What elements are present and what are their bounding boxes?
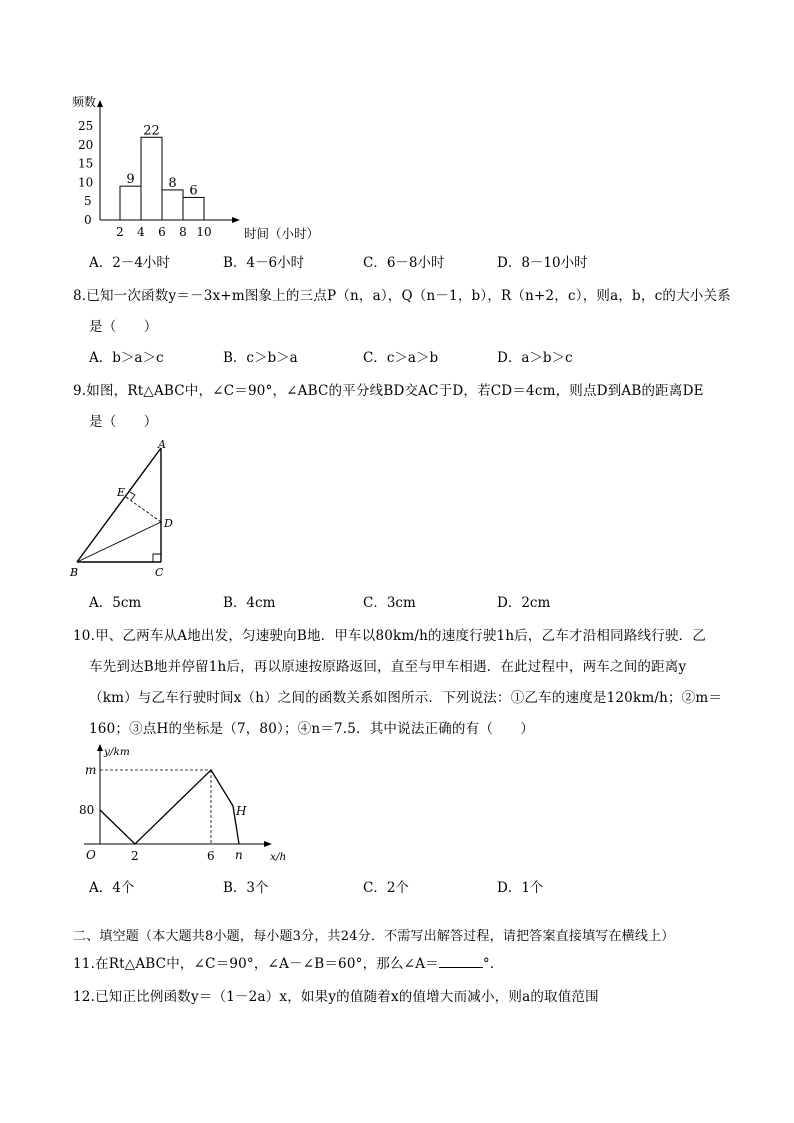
triangle-figure [66, 436, 186, 582]
section-2-title: 二、填空题（本大题共8小题，每小题3分，共24分．不需写出解答过程，请把答案直接填写在横线上） [73, 929, 675, 944]
q10-question-line4: 160；③点H的坐标是（7，80）；④n＝7.5．其中说法正确的有（ ） [89, 721, 535, 737]
histogram-ytick-label: 0 [84, 213, 92, 227]
q9-option-d: D．2cm [497, 595, 551, 611]
histogram-xtick-label: 4 [137, 225, 145, 239]
histogram-bar-label: 9 [126, 172, 135, 188]
q11-text-after: °． [482, 956, 504, 972]
histogram-xtick-label: 10 [196, 225, 212, 239]
graph-x2-label: 2 [131, 849, 139, 863]
histogram-bar-2-4 [120, 186, 141, 220]
q10-option-c: C．2个 [363, 880, 409, 896]
q9-option-a: A．5cm [89, 595, 142, 611]
graph-x6-label: 6 [207, 849, 215, 863]
point-e-label: E [117, 486, 126, 499]
histogram-bar-label: 6 [189, 183, 198, 199]
histogram-xtick-label: 2 [116, 225, 124, 239]
q10-option-b: B．3个 [223, 880, 269, 896]
q7-option-b: B．4－6小时 [223, 255, 305, 271]
q9-question-line2: 是（ ） [89, 414, 158, 430]
graph-h-label: H [236, 804, 247, 818]
histogram-bar-8-10 [183, 197, 204, 220]
q7-option-c: C．6－8小时 [363, 255, 445, 271]
graph-80-label: 80 [79, 803, 95, 817]
q7-option-d: D．8－10小时 [497, 255, 588, 271]
q8-option-d: D．a＞b＞c [497, 350, 573, 366]
graph-ylabel: y/km [104, 746, 130, 758]
q8-option-b: B．c＞b＞a [223, 350, 298, 366]
histogram-ytick-label: 25 [78, 119, 94, 133]
q10-question-line3: （km）与乙车行驶时间x（h）之间的函数关系如图所示．下列说法：①乙车的速度是120km/h；②m＝ [89, 690, 723, 706]
point-b-label: B [70, 566, 79, 579]
point-a-label: A [158, 438, 166, 451]
point-d-label: D [164, 517, 173, 530]
graph-xlabel: x/h [270, 851, 287, 863]
histogram-ytick-label: 20 [78, 137, 94, 152]
q8-question-line1: 8.已知一次函数y＝－3x+m图象上的三点P（n，a），Q（n－1，b），R（n+2，c），则a，b，c的大小关系 [73, 288, 731, 304]
q9-question-line1: 9.如图，Rt△ABC中，∠C＝90°，∠ABC的平分线BD交AC于D，若CD＝4cm，则点D到AB的距离DE [73, 383, 704, 399]
histogram-xtick-label: 6 [158, 225, 166, 239]
q11-question [73, 952, 504, 972]
histogram-ylabel: 频数 [72, 95, 97, 109]
q10-option-a: A．4个 [89, 880, 135, 896]
q12-question-line1: 12.已知正比例函数y＝（1－2a）x，如果y的值随着x的值增大而减小，则a的取值范围 [73, 989, 599, 1005]
q8-question-line2: 是（ ） [89, 319, 158, 335]
histogram-bar-4-6 [141, 137, 162, 220]
histogram-bar-label: 8 [168, 175, 177, 191]
q10-question-line2: 车先到达B地并停留1h后，再以原速按原路返回，直至与甲车相遇．在此过程中，两车之间的距离y [89, 659, 687, 675]
q9-option-b: B．4cm [223, 595, 276, 611]
graph-m-label: m [85, 763, 97, 777]
q8-option-c: C．c＞a＞b [363, 350, 439, 366]
histogram-chart [66, 92, 326, 248]
q10-question-line1: 10.甲、乙两车从A地出发，匀速驶向B地．甲车以80km/h的速度行驶1h后，乙车才沿相同路线行驶．乙 [73, 628, 707, 644]
q11-text-before: 11.在Rt△ABC中，∠C＝90°，∠A－∠B＝60°，那么∠A＝ [73, 956, 439, 972]
distance-time-graph [76, 740, 296, 868]
histogram-xtick-label: 8 [179, 225, 187, 239]
q11-answer-blank[interactable] [439, 966, 483, 968]
q9-option-c: C．3cm [363, 595, 416, 611]
histogram-ytick-label: 15 [78, 156, 94, 171]
q10-option-d: D．1个 [497, 880, 544, 896]
point-c-label: C [155, 566, 164, 579]
histogram-ytick-label: 10 [78, 175, 94, 190]
histogram-bar-6-8 [162, 190, 183, 220]
histogram-xlabel: 时间（小时） [244, 226, 320, 241]
histogram-ytick-label: 5 [84, 194, 92, 209]
graph-origin-label: O [86, 848, 96, 862]
q8-option-a: A．b＞a＞c [89, 350, 164, 366]
q7-option-a: A．2－4小时 [89, 255, 170, 271]
histogram-bar-label: 22 [143, 123, 160, 139]
graph-n-label: n [235, 848, 243, 862]
